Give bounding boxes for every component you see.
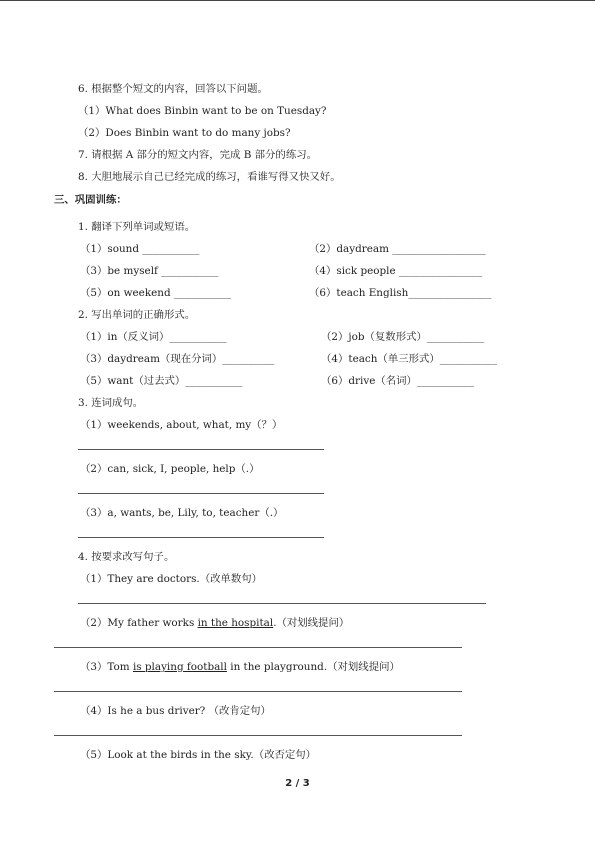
answer-line[interactable] [78, 603, 486, 604]
question-6-1: （1）What does Binbin want to be on Tuesday? [78, 105, 327, 117]
part3-item: （2）can, sick, I, people, help（.） [80, 463, 260, 475]
part1-item: （3）be myself ___________ [80, 265, 219, 277]
sentence-text: （2）My father works [80, 617, 198, 629]
part3-heading: 3. 连词成句。 [78, 397, 144, 409]
page-number: 2 / 3 [285, 778, 310, 789]
answer-line[interactable] [54, 735, 462, 736]
part1-item: （1）sound ___________ [80, 243, 200, 255]
part2-item: （2）job（复数形式）___________ [321, 331, 485, 343]
part4-sentence-4: （4）Is he a bus driver? （改肯定句） [80, 705, 271, 717]
part2-heading: 2. 写出单词的正确形式。 [78, 309, 196, 321]
answer-line[interactable] [78, 493, 324, 494]
part3-item: （1）weekends, about, what, my（？） [80, 419, 283, 431]
part2-item: （4）teach（单三形式）___________ [321, 353, 497, 365]
page-top-border [0, 0, 595, 1]
underlined-phrase: is playing football [132, 661, 227, 673]
part1-item: （6）teach English________________ [309, 287, 492, 299]
answer-line[interactable] [78, 537, 324, 538]
underlined-phrase: in the hospital [197, 617, 274, 629]
part2-item: （3）daydream（现在分词）__________ [80, 353, 275, 365]
question-7: 7. 请根据 A 部分的短文内容，完成 B 部分的练习。 [78, 149, 317, 161]
question-6: 6. 根据整个短文的内容，回答以下问题。 [78, 83, 268, 95]
part2-item: （6）drive（名词）___________ [321, 375, 475, 387]
answer-line[interactable] [54, 647, 462, 648]
part2-item: （5）want（过去式）___________ [80, 375, 243, 387]
part4-sentence-1: （1）They are doctors.（改单数句） [80, 573, 263, 585]
part1-item: （2）daydream __________________ [309, 243, 486, 255]
part1-heading: 1. 翻译下列单词或短语。 [78, 221, 196, 233]
answer-line[interactable] [54, 691, 462, 692]
part4-heading: 4. 按要求改写句子。 [78, 551, 175, 563]
part2-item: （1）in（反义词）___________ [80, 331, 227, 343]
part4-sentence-5: （5）Look at the birds in the sky.（改否定句） [80, 749, 317, 761]
sentence-text: in the playground.（对划线提问） [226, 661, 400, 673]
part1-item: （5）on weekend ___________ [80, 287, 232, 299]
answer-line[interactable] [78, 449, 324, 450]
question-8: 8. 大胆地展示自己已经完成的练习，看谁写得又快又好。 [78, 171, 341, 183]
sentence-text: .（对划线提问） [273, 617, 350, 629]
question-6-2: （2）Does Binbin want to do many jobs? [78, 127, 291, 139]
sentence-text: （3）Tom [80, 661, 133, 673]
part4-sentence-2 [80, 614, 349, 629]
part4-sentence-3 [80, 658, 400, 673]
part3-item: （3）a, wants, be, Lily, to, teacher（.） [80, 507, 284, 519]
part1-item: （4）sick people ________________ [309, 265, 483, 277]
section-title: 三、巩固训练： [54, 194, 127, 206]
